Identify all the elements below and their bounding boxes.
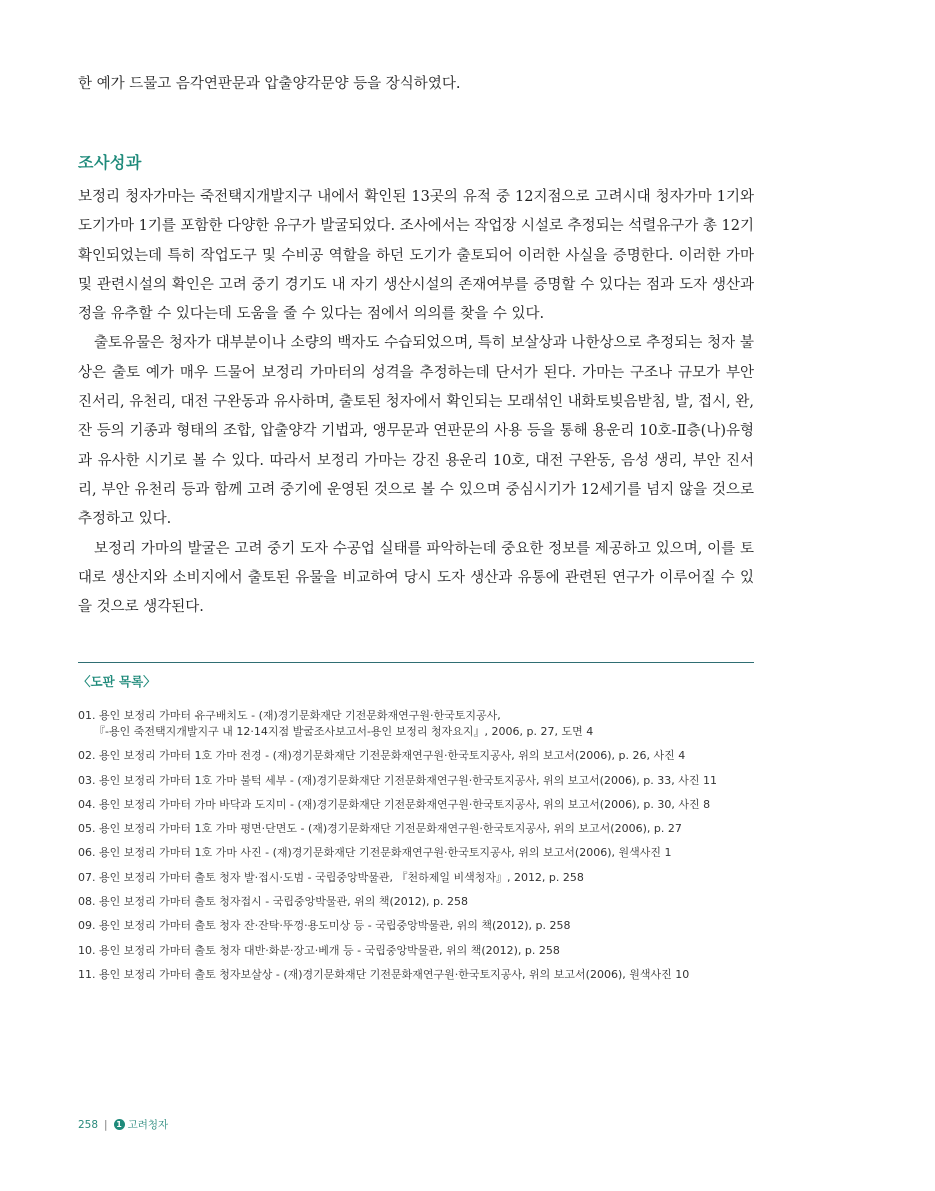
page-number: 258 [78,1118,99,1131]
plates-list [78,708,768,991]
chapter-label [114,1117,169,1132]
plate-item-04: 04. 용인 보정리 가마터 가마 바닥과 도지미 - (재)경기문화재단 기전문화재연구원·한국토지공사, 위의 보고서(2006), p. 30, 사진 8 [78,797,711,811]
page-footer [78,1117,168,1132]
plate-item-continuation: 『-용인 죽전택지개발지구 내 12·14지점 발굴조사보고서-용인 보정리 청자요지』, 2006, p. 27, 도면 4 [94,725,594,738]
plate-item-08: 08. 용인 보정리 가마터 출토 청자접시 - 국립중앙박물관, 위의 책(2012), p. 258 [78,895,468,909]
plate-item-02: 02. 용인 보정리 가마터 1호 가마 전경 - (재)경기문화재단 기전문화재연구원·한국토지공사, 위의 보고서(2006), p. 26, 사진 4 [78,749,686,763]
plate-item-09: 09. 용인 보정리 가마터 출토 청자 잔·잔탁·뚜껑·용도미상 등 - 국립중앙박물관, 위의 책(2012), p. 258 [78,919,571,933]
plate-item-11: 11. 용인 보정리 가마터 출토 청자보살상 - (재)경기문화재단 기전문화재연구원·한국토지공사, 위의 보고서(2006), 원색사진 10 [78,967,690,981]
section-body [78,183,754,622]
section-title: 조사성과 [78,153,142,172]
continued-text-line: 한 예가 드물고 음각연판문과 압출양각문양 등을 장식하였다. [78,76,461,92]
chapter-title: 고려청자 [127,1119,169,1131]
chapter-number-badge: 1 [114,1119,125,1130]
plate-item-07: 07. 용인 보정리 가마터 출토 청자 발·접시·도범 - 국립중앙박물관, 『천하제일 비색청자』, 2012, p. 258 [78,870,584,884]
plate-item-05: 05. 용인 보정리 가마터 1호 가마 평면·단면도 - (재)경기문화재단 기전문화재연구원·한국토지공사, 위의 보고서(2006), p. 27 [78,822,682,836]
body-paragraph-2: 출토유물은 청자가 대부분이나 소량의 백자도 수습되었으며, 특히 보살상과 나한상으로 추정되는 청자 불상은 출토 예가 매우 드물어 보정리 가마터의 성격을 추정하는데 단서가 된다. 가마는 구조나 규모가 부안 진서리, 유천리, 대전 구완동과 유사하며, 출토된 청자에서 확인되는 모래섞인 내화토빚음받침, 발, 접시, 완, 잔 등의 기종과 형태의 조합, 압출양각 기법과, 앵무문과 연판문의 사용 등을 통해 용운리 10호-Ⅱ층(나)유형과 유사한 시기로 볼 수 있다. 따라서 보정리 가마는 강진 용운리 10호, 대전 구완동, 음성 생리, 부안 진서리, 부안 유천리 등과 함께 고려 중기에 운영된 것으로 볼 수 있으며 중심시기가 12세기를 넘지 않을 것으로 추정하고 있다. [78,335,754,528]
footer-separator: | [104,1118,108,1131]
plate-item-01 [78,708,768,740]
plate-item-06: 06. 용인 보정리 가마터 1호 가마 사진 - (재)경기문화재단 기전문화재연구원·한국토지공사, 위의 보고서(2006), 원색사진 1 [78,846,672,860]
plates-list-title: 〈도판 목록〉 [78,674,156,689]
plate-item-10: 10. 용인 보정리 가마터 출토 청자 대반·화분·장고·베개 등 - 국립중앙박물관, 위의 책(2012), p. 258 [78,943,560,957]
plate-item-03: 03. 용인 보정리 가마터 1호 가마 불턱 세부 - (재)경기문화재단 기전문화재연구원·한국토지공사, 위의 보고서(2006), p. 33, 사진 11 [78,773,717,787]
body-paragraph-3: 보정리 가마의 발굴은 고려 중기 도자 수공업 실태를 파악하는데 중요한 정보를 제공하고 있으며, 이를 토대로 생산지와 소비지에서 출토된 유물을 비교하여 당시 도자 생산과 유통에 관련된 연구가 이루어질 수 있을 것으로 생각된다. [78,540,754,616]
section-divider [78,662,754,663]
body-paragraph-1: 보정리 청자가마는 죽전택지개발지구 내에서 확인된 13곳의 유적 중 12지점으로 고려시대 청자가마 1기와 도기가마 1기를 포함한 다양한 유구가 발굴되었다. 조사에서는 작업장 시설로 추정되는 석렬유구가 총 12기 확인되었는데 특히 작업도구 및 수비공 역할을 하던 도기가 출토되어 이러한 사실을 증명한다. 이러한 가마 및 관련시설의 확인은 고려 중기 경기도 내 자기 생산시설의 존재여부를 증명할 수 있다는 점과 도자 생산과정을 유추할 수 있다는데 도움을 줄 수 있다는 점에서 의의를 찾을 수 있다. [78,189,754,323]
plate-item-text: 01. 용인 보정리 가마터 유구배치도 - (재)경기문화재단 기전문화재연구원·한국토지공사, [78,709,501,722]
